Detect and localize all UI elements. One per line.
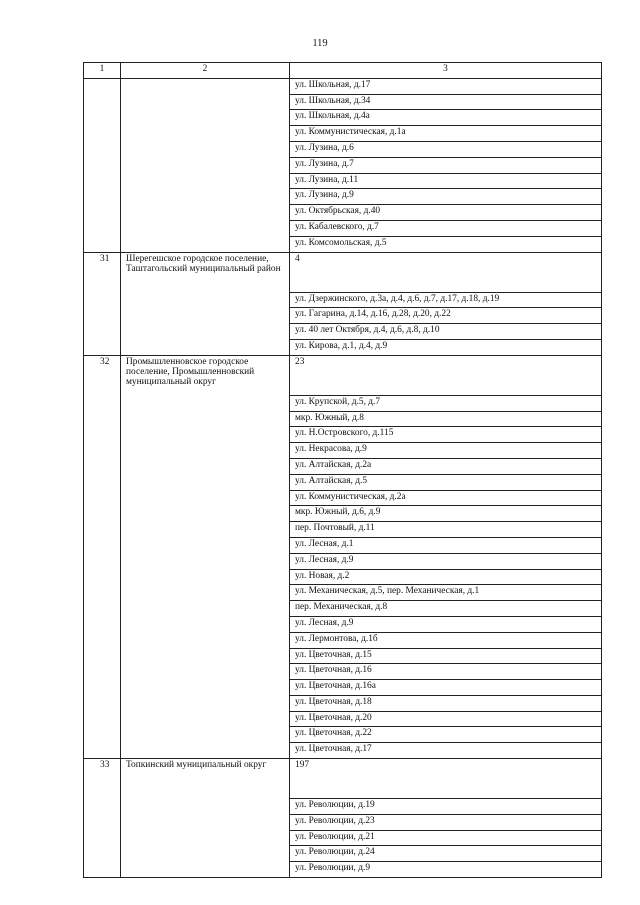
address-cell: ул. Революции, д.21 xyxy=(290,830,602,846)
address-cell: ул. Н.Островского, д.115 xyxy=(290,427,602,443)
address-cell: ул. Лузина, д.9 xyxy=(290,189,602,205)
page-number: 119 xyxy=(312,38,328,49)
address-cell: ул. Лузина, д.7 xyxy=(290,157,602,173)
address-cell: ул. Механическая, д.5, пер. Механическая, д.1 xyxy=(290,585,602,601)
municipality-row xyxy=(84,759,602,799)
address-cell: ул. Лесная, д.9 xyxy=(290,553,602,569)
municipality-name-cell: Топкинский муниципальный округ xyxy=(121,759,290,878)
address-cell: ул. Лузина, д.6 xyxy=(290,141,602,157)
row-number-cell: 33 xyxy=(84,759,121,878)
row-number-cell xyxy=(84,78,121,252)
address-cell: ул. Некрасова, д.9 xyxy=(290,443,602,459)
address-cell: ул. Крупской, д.5, д.7 xyxy=(290,395,602,411)
column-header-2: 2 xyxy=(121,63,290,79)
address-cell: ул. Алтайская, д.5 xyxy=(290,474,602,490)
address-cell: ул. Кирова, д.1, д.4, д.9 xyxy=(290,339,602,355)
address-cell: ул. Лесная, д.1 xyxy=(290,537,602,553)
address-cell: ул. Цветочная, д.16 xyxy=(290,664,602,680)
column-header-3: 3 xyxy=(290,63,602,79)
table-body xyxy=(84,78,602,877)
address-cell: ул. Революции, д.23 xyxy=(290,814,602,830)
address-cell: ул. Цветочная, д.17 xyxy=(290,743,602,759)
address-cell: ул. Революции, д.19 xyxy=(290,799,602,815)
address-cell: ул. Коммунистическая, д.1а xyxy=(290,126,602,142)
municipality-row xyxy=(84,252,602,292)
address-cell: ул. Революции, д.9 xyxy=(290,862,602,878)
address-cell: ул. Цветочная, д.22 xyxy=(290,727,602,743)
address-cell: ул. Школьная, д.17 xyxy=(290,78,602,94)
address-cell: ул. Коммунистическая, д.2а xyxy=(290,490,602,506)
address-cell: пер. Механическая, д.8 xyxy=(290,601,602,617)
municipality-name-cell xyxy=(121,78,290,252)
address-table xyxy=(83,62,602,878)
address-cell: пер. Почтовый, д.11 xyxy=(290,522,602,538)
building-count-cell: 4 xyxy=(290,252,602,292)
address-cell: ул. Революции, д.24 xyxy=(290,846,602,862)
address-cell: ул. Школьная, д.4а xyxy=(290,110,602,126)
address-cell: ул. Цветочная, д.15 xyxy=(290,648,602,664)
address-row xyxy=(84,78,602,94)
address-cell: ул. Гагарина, д.14, д.16, д.28, д.20, д.22 xyxy=(290,308,602,324)
address-cell: ул. Новая, д.2 xyxy=(290,569,602,585)
municipality-name-cell: Шерегешское городское поселение, Таштагольский муниципальный район xyxy=(121,252,290,355)
address-cell: ул. Дзержинского, д.3а, д.4, д.6, д.7, д.17, д.18, д.19 xyxy=(290,292,602,308)
address-cell: ул. Кабалевского, д.7 xyxy=(290,220,602,236)
address-cell: ул. Алтайская, д.2а xyxy=(290,458,602,474)
row-number-cell: 32 xyxy=(84,355,121,758)
building-count-cell: 197 xyxy=(290,759,602,799)
address-cell: ул. Цветочная, д.16а xyxy=(290,680,602,696)
building-count-cell: 23 xyxy=(290,355,602,395)
address-cell: мкр. Южный, д.8 xyxy=(290,411,602,427)
address-cell: ул. Комсомольская, д.5 xyxy=(290,236,602,252)
address-cell: мкр. Южный, д.6, д.9 xyxy=(290,506,602,522)
address-cell: ул. Цветочная, д.20 xyxy=(290,711,602,727)
address-cell: ул. Лузина, д.11 xyxy=(290,173,602,189)
municipality-name-cell: Промышленновское городское поселение, Промышленновский муниципальный округ xyxy=(121,355,290,758)
table-header-row xyxy=(84,63,602,79)
address-cell: ул. Лесная, д.9 xyxy=(290,616,602,632)
address-cell: ул. Школьная, д.34 xyxy=(290,94,602,110)
column-header-1: 1 xyxy=(84,63,121,79)
address-cell: ул. Лермонтова, д.1б xyxy=(290,632,602,648)
address-cell: ул. 40 лет Октября, д.4, д.6, д.8, д.10 xyxy=(290,324,602,340)
address-cell: ул. Цветочная, д.18 xyxy=(290,695,602,711)
row-number-cell: 31 xyxy=(84,252,121,355)
municipality-row xyxy=(84,355,602,395)
address-cell: ул. Октябрьская, д.40 xyxy=(290,205,602,221)
